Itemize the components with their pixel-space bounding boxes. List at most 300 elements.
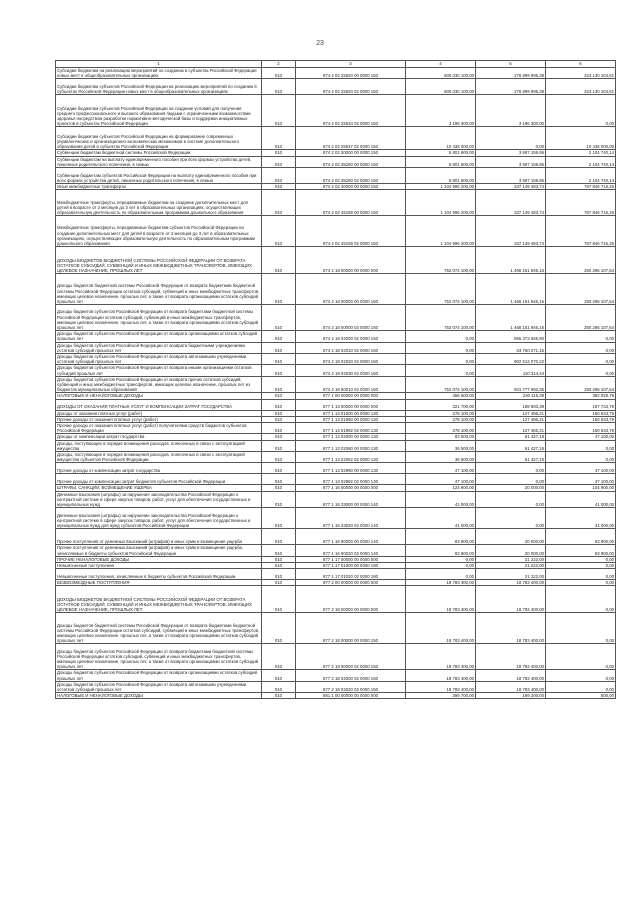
row-unexecuted-amount: 150 633,79 bbox=[546, 416, 616, 422]
row-executed-amount: 18 783 400,00 bbox=[476, 580, 546, 586]
row-executed-amount: 3 697 159,86 bbox=[476, 150, 546, 156]
row-name: Невыясненные поступления bbox=[56, 562, 262, 568]
row-kbk: 874 2 18 60010 02 0000 150 bbox=[296, 376, 406, 393]
column-number: 2 bbox=[262, 61, 296, 68]
table-row bbox=[56, 156, 616, 167]
row-code: 010 bbox=[262, 410, 296, 416]
row-unexecuted-amount: 150 633,79 bbox=[546, 423, 616, 434]
row-name: Прочие поступления от денежных взысканий (штрафов) и иных сумм в возмещение ущерба bbox=[56, 529, 262, 545]
row-executed-amount: 1 468 151 946,16 bbox=[476, 305, 546, 331]
row-code: 010 bbox=[262, 491, 296, 508]
row-approved-amount: 752 074 100,00 bbox=[406, 305, 476, 331]
row-approved-amount: 399 700,00 bbox=[406, 693, 476, 699]
table-row bbox=[56, 354, 616, 365]
row-name: Прочие доходы от оказания платных услуг (работ) получателями средств бюджетов субъектов Российской Федерации bbox=[56, 423, 262, 434]
table-row bbox=[56, 474, 616, 485]
row-unexecuted-amount: 0,00 bbox=[546, 331, 616, 342]
row-code: 010 bbox=[262, 127, 296, 150]
row-approved-amount: 0,00 bbox=[406, 556, 476, 562]
row-executed-amount: 18 783 400,00 bbox=[476, 613, 546, 644]
row-kbk: 874 2 18 02020 02 0000 150 bbox=[296, 354, 406, 365]
row-approved-amount: 18 783 400,00 bbox=[406, 681, 476, 692]
row-kbk: 874 2 02 45159 02 0000 150 bbox=[296, 216, 406, 247]
row-approved-amount: 321 700,00 bbox=[406, 399, 476, 410]
row-executed-amount: 0,00 bbox=[476, 508, 546, 529]
row-approved-amount: 3 196 300,00 bbox=[406, 95, 476, 127]
row-code: 010 bbox=[262, 150, 296, 156]
row-code: 010 bbox=[262, 168, 296, 184]
row-executed-amount: 0,00 bbox=[476, 463, 546, 474]
table-row bbox=[56, 365, 616, 376]
row-kbk: 877 2 18 02020 02 0000 150 bbox=[296, 681, 406, 692]
row-code: 010 bbox=[262, 508, 296, 529]
row-executed-amount: 63 750 271,15 bbox=[476, 342, 546, 353]
row-executed-amount: 127 496,21 bbox=[476, 410, 546, 416]
table-row bbox=[56, 342, 616, 353]
row-unexecuted-amount: 0,00 bbox=[546, 95, 616, 127]
row-name: НАЛОГОВЫЕ И НЕНАЛОГОВЫЕ ДОХОДЫ bbox=[56, 693, 262, 699]
row-executed-amount: 276 899 995,39 bbox=[476, 68, 546, 79]
row-approved-amount: 5 801 900,00 bbox=[406, 150, 476, 156]
table-row bbox=[56, 693, 616, 699]
table-row bbox=[56, 216, 616, 247]
row-kbk: 874 2 02 30000 00 0000 150 bbox=[296, 150, 406, 156]
row-executed-amount: 18 783 400,00 bbox=[476, 681, 546, 692]
row-kbk: 877 1 17 01020 02 0000 180 bbox=[296, 569, 406, 580]
row-kbk: 874 2 18 02010 02 0000 150 bbox=[296, 342, 406, 353]
row-kbk: 874 2 02 35260 02 0000 150 bbox=[296, 168, 406, 184]
row-kbk: 877 1 13 02000 00 0000 130 bbox=[296, 434, 406, 440]
row-approved-amount: 0,00 bbox=[406, 354, 476, 365]
row-unexecuted-amount: 10 436 000,00 bbox=[546, 127, 616, 150]
row-executed-amount: 110 314,43 bbox=[476, 365, 546, 376]
table-row bbox=[56, 410, 616, 416]
page-number: 23 bbox=[316, 40, 324, 47]
row-code: 010 bbox=[262, 670, 296, 681]
row-name: Прочие доходы от оказания платных услуг (работ) bbox=[56, 416, 262, 422]
row-kbk: 874 2 18 02000 02 0000 150 bbox=[296, 331, 406, 342]
budget-report-table bbox=[55, 60, 616, 699]
row-kbk: 877 2 18 00000 00 0000 000 bbox=[296, 586, 406, 613]
row-kbk: 874 2 02 35260 00 0000 150 bbox=[296, 156, 406, 167]
row-name: Субвенции бюджетам бюджетной системы Российской Федерации bbox=[56, 150, 262, 156]
row-code: 010 bbox=[262, 693, 296, 699]
row-kbk: 874 2 02 25520 02 0000 150 bbox=[296, 79, 406, 95]
row-unexecuted-amount: 0,00 bbox=[546, 440, 616, 451]
row-code: 010 bbox=[262, 247, 296, 274]
row-kbk: 874 2 02 45159 00 0000 150 bbox=[296, 190, 406, 216]
row-code: 010 bbox=[262, 95, 296, 127]
row-kbk: 881 1 00 00000 00 0000 000 bbox=[296, 693, 406, 699]
row-unexecuted-amount: 63 900,00 bbox=[546, 529, 616, 545]
row-executed-amount: 337 149 483,74 bbox=[476, 184, 546, 190]
row-name: Доходы, поступающие в порядке возмещения расходов, понесенных в связи с эксплуатацией имущества bbox=[56, 440, 262, 451]
row-kbk: 877 1 13 02060 00 0000 130 bbox=[296, 440, 406, 451]
row-approved-amount: 1 104 996 200,00 bbox=[406, 216, 476, 247]
row-kbk: 877 1 13 02992 02 0000 130 bbox=[296, 474, 406, 485]
row-code: 010 bbox=[262, 190, 296, 216]
row-name: ШТРАФЫ, САНКЦИИ, ВОЗМЕЩЕНИЕ УЩЕРБА bbox=[56, 485, 262, 491]
row-executed-amount: 0,00 bbox=[476, 491, 546, 508]
row-kbk: 877 1 13 00000 00 0000 000 bbox=[296, 399, 406, 410]
row-approved-amount: 18 783 400,00 bbox=[406, 613, 476, 644]
table-row bbox=[56, 376, 616, 393]
row-unexecuted-amount: 104 900,00 bbox=[546, 485, 616, 491]
row-name: ДОХОДЫ БЮДЖЕТОВ БЮДЖЕТНОЙ СИСТЕМЫ РОССИЙСКОЙ ФЕДЕРАЦИИ ОТ ВОЗВРАТА ОСТАТКОВ СУБСИДИЙ, СУБВЕНЦИЙ И ИНЫХ МЕЖБЮДЖЕТНЫХ ТРАНСФЕРТОВ, ИМЕЮЩИХ ЦЕЛЕВОЕ НАЗНАЧЕНИЕ, ПРОШЛЫХ ЛЕТ bbox=[56, 586, 262, 613]
row-code: 010 bbox=[262, 474, 296, 485]
row-unexecuted-amount: 0,00 bbox=[546, 644, 616, 670]
table-row bbox=[56, 586, 616, 613]
table-row bbox=[56, 508, 616, 529]
row-code: 010 bbox=[262, 156, 296, 167]
column-number: 5 bbox=[476, 61, 546, 68]
row-unexecuted-amount: 0,00 bbox=[546, 556, 616, 562]
table-row bbox=[56, 168, 616, 184]
row-kbk: 874 2 02 25520 00 0000 150 bbox=[296, 68, 406, 79]
row-unexecuted-amount: 323 130 104,61 bbox=[546, 68, 616, 79]
row-unexecuted-amount: 323 130 104,61 bbox=[546, 79, 616, 95]
row-unexecuted-amount: 250 296 107,64 bbox=[546, 247, 616, 274]
row-approved-amount: 36 500,00 bbox=[406, 440, 476, 451]
row-executed-amount: 188 893,39 bbox=[476, 399, 546, 410]
column-number-row bbox=[56, 61, 616, 68]
table-row bbox=[56, 670, 616, 681]
row-name: Субсидии бюджетам на реализацию мероприятий по созданию в субъектах Российской Федерации новых мест в общеобразовательных организациях bbox=[56, 68, 262, 79]
row-executed-amount: 20 000,00 bbox=[476, 545, 546, 556]
column-number: 6 bbox=[546, 61, 616, 68]
table-row bbox=[56, 247, 616, 274]
row-unexecuted-amount: 2 104 740,14 bbox=[546, 156, 616, 167]
table-row bbox=[56, 274, 616, 305]
row-approved-amount: 0,00 bbox=[406, 365, 476, 376]
row-name: Доходы от оказания платных услуг (работ) bbox=[56, 410, 262, 416]
row-unexecuted-amount: 382 029,79 bbox=[546, 393, 616, 399]
row-approved-amount: 0,00 bbox=[406, 331, 476, 342]
table-row bbox=[56, 529, 616, 545]
row-code: 010 bbox=[262, 423, 296, 434]
row-name: НАЛОГОВЫЕ И НЕНАЛОГОВЫЕ ДОХОДЫ bbox=[56, 393, 262, 399]
row-name: Доходы от компенсации затрат государства bbox=[56, 434, 262, 440]
row-code: 010 bbox=[262, 562, 296, 568]
row-unexecuted-amount: 250 296 107,64 bbox=[546, 305, 616, 331]
row-executed-amount: 230 115,39 bbox=[476, 393, 546, 399]
row-approved-amount: 0,00 bbox=[406, 569, 476, 580]
row-approved-amount: 18 783 400,00 bbox=[406, 580, 476, 586]
row-code: 010 bbox=[262, 556, 296, 562]
row-unexecuted-amount: 0,00 bbox=[546, 580, 616, 586]
row-unexecuted-amount: 767 846 716,26 bbox=[546, 184, 616, 190]
row-kbk: 877 1 13 02990 00 0000 130 bbox=[296, 463, 406, 474]
table-row bbox=[56, 416, 616, 422]
row-name: Субсидии бюджетам субъектов Российской Федерации на формирование современных управленческих и организационно-экономических механизмов в системе дополнительного образования детей в субъектах Российской Федерации bbox=[56, 127, 262, 150]
row-name: ДОХОДЫ ОТ ОКАЗАНИЯ ПЛАТНЫХ УСЛУГ И КОМПЕНСАЦИИ ЗАТРАТ ГОСУДАРСТВА bbox=[56, 399, 262, 410]
row-code: 010 bbox=[262, 365, 296, 376]
row-kbk: 877 1 17 00000 00 0000 000 bbox=[296, 556, 406, 562]
row-code: 010 bbox=[262, 644, 296, 670]
row-unexecuted-amount: 0,00 bbox=[546, 452, 616, 463]
row-code: 010 bbox=[262, 569, 296, 580]
table-row bbox=[56, 463, 616, 474]
row-executed-amount: 21 222,00 bbox=[476, 562, 546, 568]
row-approved-amount: 18 783 400,00 bbox=[406, 644, 476, 670]
row-approved-amount: 83 600,00 bbox=[406, 434, 476, 440]
row-kbk: 877 1 13 01992 02 0000 130 bbox=[296, 423, 406, 434]
table-row bbox=[56, 79, 616, 95]
row-code: 010 bbox=[262, 681, 296, 692]
row-unexecuted-amount: 47 100,00 bbox=[546, 434, 616, 440]
table-row bbox=[56, 331, 616, 342]
row-executed-amount: 18 783 400,00 bbox=[476, 670, 546, 681]
row-name: Денежные взыскания (штрафы) за нарушение законодательства Российской Федерации о контрактной системе в сфере закупок товаров, работ, услуг для обеспечения государственных и муниципальных нужд bbox=[56, 491, 262, 508]
table-row bbox=[56, 644, 616, 670]
row-kbk: 874 2 18 00000 00 0000 000 bbox=[296, 247, 406, 274]
row-kbk: 877 2 00 00000 00 0000 000 bbox=[296, 580, 406, 586]
row-name: Доходы, поступающие в порядке возмещения расходов, понесенных в связи с эксплуатацией имущества субъектов Российской Федерации bbox=[56, 452, 262, 463]
row-unexecuted-amount: 2 104 740,14 bbox=[546, 168, 616, 184]
row-approved-amount: 1 104 996 200,00 bbox=[406, 190, 476, 216]
row-kbk: 877 1 16 90020 02 0000 140 bbox=[296, 545, 406, 556]
row-kbk: 877 2 18 02000 02 0000 150 bbox=[296, 670, 406, 681]
row-approved-amount: 456 600,00 bbox=[406, 393, 476, 399]
row-unexecuted-amount: 0,00 bbox=[546, 681, 616, 692]
row-code: 010 bbox=[262, 399, 296, 410]
row-unexecuted-amount: 0,00 bbox=[546, 613, 616, 644]
row-unexecuted-amount: 767 846 716,26 bbox=[546, 190, 616, 216]
row-code: 010 bbox=[262, 68, 296, 79]
row-kbk: 874 2 18 02030 02 0000 150 bbox=[296, 365, 406, 376]
row-unexecuted-amount: 0,00 bbox=[546, 354, 616, 365]
row-kbk: 874 2 02 25534 02 0000 150 bbox=[296, 95, 406, 127]
table-row bbox=[56, 127, 616, 150]
row-code: 010 bbox=[262, 440, 296, 451]
row-name: Межбюджетные трансферты, передаваемые бюджетам субъектов Российской Федерации на создание дополнительных мест для детей в возрасте от 2 месяцев до 3 лет в образовательных организациях, осуществляющих образовательную деятельность по образовательным программам дошкольного образования bbox=[56, 216, 262, 247]
row-code: 010 bbox=[262, 580, 296, 586]
row-unexecuted-amount: 47 100,00 bbox=[546, 474, 616, 485]
row-kbk: 877 1 13 01000 00 0000 130 bbox=[296, 410, 406, 416]
table-row bbox=[56, 423, 616, 434]
table-row bbox=[56, 440, 616, 451]
row-executed-amount: 501 777 992,36 bbox=[476, 376, 546, 393]
row-name: Доходы бюджетов субъектов Российской Федерации от возврата организациями остатков субсидий прошлых лет bbox=[56, 670, 262, 681]
row-name: ДОХОДЫ БЮДЖЕТОВ БЮДЖЕТНОЙ СИСТЕМЫ РОССИЙСКОЙ ФЕДЕРАЦИИ ОТ ВОЗВРАТА ОСТАТКОВ СУБСИДИЙ, СУБВЕНЦИЙ И ИНЫХ МЕЖБЮДЖЕТНЫХ ТРАНСФЕРТОВ, ИМЕЮЩИХ ЦЕЛЕВОЕ НАЗНАЧЕНИЕ, ПРОШЛЫХ ЛЕТ bbox=[56, 247, 262, 274]
table-row bbox=[56, 485, 616, 491]
table-row bbox=[56, 681, 616, 692]
table-row bbox=[56, 150, 616, 156]
row-approved-amount: 278 100,00 bbox=[406, 423, 476, 434]
column-number: 3 bbox=[296, 61, 406, 68]
row-approved-amount: 278 100,00 bbox=[406, 416, 476, 422]
row-approved-amount: 124 900,00 bbox=[406, 485, 476, 491]
row-approved-amount: 41 000,00 bbox=[406, 508, 476, 529]
row-unexecuted-amount: 63 900,00 bbox=[546, 545, 616, 556]
row-approved-amount: 0,00 bbox=[406, 562, 476, 568]
row-kbk: 877 2 18 00000 00 0000 150 bbox=[296, 613, 406, 644]
row-executed-amount: 20 000,00 bbox=[476, 529, 546, 545]
row-code: 010 bbox=[262, 216, 296, 247]
row-executed-amount: 18 783 400,00 bbox=[476, 644, 546, 670]
row-name: Денежные взыскания (штрафы) за нарушение законодательства Российской Федерации о контрактной системе в сфере закупок товаров, работ, услуг для обеспечения государственных и муниципальных нужд для нужд субъектов Российской Федерации bbox=[56, 508, 262, 529]
row-code: 010 bbox=[262, 416, 296, 422]
row-kbk: 877 1 13 02062 02 0000 130 bbox=[296, 452, 406, 463]
row-executed-amount: 337 149 483,74 bbox=[476, 216, 546, 247]
row-kbk: 877 1 17 01000 00 0000 180 bbox=[296, 562, 406, 568]
row-name: Прочие доходы от компенсации затрат государства bbox=[56, 463, 262, 474]
table-row bbox=[56, 434, 616, 440]
row-unexecuted-amount: 41 000,00 bbox=[546, 491, 616, 508]
table-row bbox=[56, 545, 616, 556]
row-code: 010 bbox=[262, 452, 296, 463]
row-kbk: 877 1 16 00000 00 0000 000 bbox=[296, 485, 406, 491]
row-name: Доходы бюджетов бюджетной системы Российской Федерации от возврата бюджетами бюджетной системы Российской Федерации остатков субсидий, субвенций и иных межбюджетных трансфертов, имеющих целевое назначение, прошлых лет, а также от возврата организациями остатков субсидий прошлых лет bbox=[56, 274, 262, 305]
row-kbk: 877 1 16 90000 00 0000 140 bbox=[296, 529, 406, 545]
row-unexecuted-amount: 0,00 bbox=[546, 562, 616, 568]
row-executed-amount: 0,00 bbox=[476, 474, 546, 485]
row-executed-amount: 3 697 159,86 bbox=[476, 168, 546, 184]
row-kbk: 874 2 18 00000 02 0000 150 bbox=[296, 305, 406, 331]
table-row bbox=[56, 569, 616, 580]
row-executed-amount: 21 222,00 bbox=[476, 569, 546, 580]
row-unexecuted-amount: 250 296 107,64 bbox=[546, 376, 616, 393]
row-name: БЕЗВОЗМЕЗДНЫЕ ПОСТУПЛЕНИЯ bbox=[56, 580, 262, 586]
row-executed-amount: 276 899 995,39 bbox=[476, 79, 546, 95]
row-unexecuted-amount: 500,00 bbox=[546, 693, 616, 699]
row-name: Невыясненные поступления, зачисляемые в бюджеты субъектов Российской Федерации bbox=[56, 569, 262, 580]
row-executed-amount: 337 149 483,74 bbox=[476, 190, 546, 216]
row-name: Прочие поступления от денежных взысканий (штрафов) и иных сумм в возмещение ущерба, зачисляемые в бюджеты субъектов Российской Федерации bbox=[56, 545, 262, 556]
row-code: 010 bbox=[262, 586, 296, 613]
table-row bbox=[56, 491, 616, 508]
row-unexecuted-amount: 0,00 bbox=[546, 569, 616, 580]
row-code: 010 bbox=[262, 354, 296, 365]
row-approved-amount: 5 801 900,00 bbox=[406, 156, 476, 167]
row-executed-amount: 0,00 bbox=[476, 127, 546, 150]
row-code: 010 bbox=[262, 342, 296, 353]
row-name: Субвенции бюджетам субъектов Российской Федерации на выплату единовременного пособия при всех формах устройства детей, лишенных родительского попечения, в семью bbox=[56, 168, 262, 184]
row-unexecuted-amount: 0,00 bbox=[546, 342, 616, 353]
row-code: 010 bbox=[262, 545, 296, 556]
row-code: 010 bbox=[262, 305, 296, 331]
row-approved-amount: 752 074 100,00 bbox=[406, 376, 476, 393]
row-kbk: 877 1 13 01990 00 0000 130 bbox=[296, 416, 406, 422]
row-executed-amount: 1 468 151 946,16 bbox=[476, 247, 546, 274]
row-approved-amount: 752 074 100,00 bbox=[406, 274, 476, 305]
row-kbk: 874 2 02 40000 00 0000 150 bbox=[296, 184, 406, 190]
row-kbk: 874 2 18 00000 00 0000 150 bbox=[296, 274, 406, 305]
row-name: Доходы бюджетов субъектов Российской Федерации от возврата организациями остатков субсидий прошлых лет bbox=[56, 331, 262, 342]
row-executed-amount: 127 496,21 bbox=[476, 416, 546, 422]
row-code: 010 bbox=[262, 529, 296, 545]
row-name: Субсидии бюджетам субъектов Российской Федерации на реализацию мероприятий по созданию в субъектах Российской Федерации новых мест в общеобразовательных организациях bbox=[56, 79, 262, 95]
row-name: Субсидии бюджетам субъектов Российской Федерации на создание условий для получения среднего профессионального и высшего образования людьми с ограниченными возможностями здоровья посредством разработки нормативно-методической базы и поддержки инициативных проектов в субъектах Российской Федерации bbox=[56, 95, 262, 127]
table-row bbox=[56, 95, 616, 127]
table-row bbox=[56, 452, 616, 463]
row-name: Доходы бюджетов субъектов Российской Федерации от возврата автономными учреждениями остатков субсидий прошлых лет bbox=[56, 354, 262, 365]
row-executed-amount: 3 697 159,86 bbox=[476, 156, 546, 167]
row-unexecuted-amount: 0,00 bbox=[546, 586, 616, 613]
table-row bbox=[56, 190, 616, 216]
row-code: 010 bbox=[262, 79, 296, 95]
row-kbk: 877 1 16 33020 02 0000 140 bbox=[296, 508, 406, 529]
row-approved-amount: 752 074 100,00 bbox=[406, 247, 476, 274]
row-approved-amount: 1 104 996 200,00 bbox=[406, 184, 476, 190]
row-approved-amount: 10 436 000,00 bbox=[406, 127, 476, 150]
row-approved-amount: 36 500,00 bbox=[406, 452, 476, 463]
row-unexecuted-amount: 250 296 107,64 bbox=[546, 274, 616, 305]
row-approved-amount: 83 900,00 bbox=[406, 545, 476, 556]
row-executed-amount: 61 427,18 bbox=[476, 434, 546, 440]
row-approved-amount: 600 030 100,00 bbox=[406, 68, 476, 79]
row-name: Иные межбюджетные трансферты bbox=[56, 184, 262, 190]
row-kbk: 877 2 18 00000 02 0000 150 bbox=[296, 644, 406, 670]
row-name: Доходы бюджетов субъектов Российской Федерации от возврата иными организациями остатков субсидий прошлых лет bbox=[56, 365, 262, 376]
row-code: 010 bbox=[262, 434, 296, 440]
row-executed-amount: 61 427,18 bbox=[476, 440, 546, 451]
row-approved-amount: 18 783 400,00 bbox=[406, 586, 476, 613]
row-approved-amount: 47 100,00 bbox=[406, 474, 476, 485]
row-code: 010 bbox=[262, 613, 296, 644]
column-number: 4 bbox=[406, 61, 476, 68]
row-approved-amount: 18 783 400,00 bbox=[406, 670, 476, 681]
row-name: Доходы бюджетов субъектов Российской Федерации от возврата бюджетными учреждениями остатков субсидий прошлых лет bbox=[56, 342, 262, 353]
column-number: 1 bbox=[56, 61, 262, 68]
row-kbk: 874 2 02 25537 02 0000 150 bbox=[296, 127, 406, 150]
row-executed-amount: 966 373 655,80 bbox=[476, 331, 546, 342]
row-unexecuted-amount: 0,00 bbox=[546, 365, 616, 376]
row-unexecuted-amount: 2 104 740,14 bbox=[546, 150, 616, 156]
row-approved-amount: 600 030 100,00 bbox=[406, 79, 476, 95]
row-name: Прочие доходы от компенсации затрат бюджетов субъектов Российской Федерации bbox=[56, 474, 262, 485]
row-name: Доходы бюджетов субъектов Российской Федерации от возврата прочих остатков субсидий, субвенций и иных межбюджетных трансфертов, имеющих целевое назначение, прошлых лет из бюджетов муниципальных образований bbox=[56, 376, 262, 393]
table-row bbox=[56, 305, 616, 331]
row-executed-amount: 20 000,00 bbox=[476, 485, 546, 491]
row-code: 010 bbox=[262, 376, 296, 393]
row-code: 010 bbox=[262, 463, 296, 474]
row-unexecuted-amount: 197 733,79 bbox=[546, 399, 616, 410]
row-executed-amount: 21 222,00 bbox=[476, 556, 546, 562]
row-approved-amount: 278 100,00 bbox=[406, 410, 476, 416]
row-unexecuted-amount: 0,00 bbox=[546, 670, 616, 681]
row-unexecuted-amount: 150 633,79 bbox=[546, 410, 616, 416]
table-row bbox=[56, 393, 616, 399]
row-kbk: 877 1 16 33000 00 0000 140 bbox=[296, 491, 406, 508]
table-row bbox=[56, 399, 616, 410]
row-name: Субвенции бюджетам на выплату единовременного пособия при всех формах устройства детей, лишенных родительского попечения, в семью bbox=[56, 156, 262, 167]
row-kbk: 877 1 00 00000 00 0000 000 bbox=[296, 393, 406, 399]
row-approved-amount: 41 000,00 bbox=[406, 491, 476, 508]
row-name: Доходы бюджетов субъектов Российской Федерации от возврата бюджетами бюджетной системы Российской Федерации остатков субсидий, субвенций и иных межбюджетных трансфертов, имеющих целевое назначение, прошлых лет, а также от возврата организациями остатков субсидий прошлых лет bbox=[56, 305, 262, 331]
row-name: Доходы бюджетов субъектов Российской Федерации от возврата автономными учреждениями остатков субсидий прошлых лет bbox=[56, 681, 262, 692]
table-row bbox=[56, 68, 616, 79]
row-code: 010 bbox=[262, 485, 296, 491]
row-approved-amount: 47 100,00 bbox=[406, 463, 476, 474]
row-approved-amount: 83 900,00 bbox=[406, 529, 476, 545]
row-unexecuted-amount: 47 100,00 bbox=[546, 463, 616, 474]
row-executed-amount: 3 196 300,00 bbox=[476, 95, 546, 127]
row-code: 010 bbox=[262, 274, 296, 305]
row-executed-amount: 61 427,18 bbox=[476, 452, 546, 463]
row-name: ПРОЧИЕ НЕНАЛОГОВЫЕ ДОХОДЫ bbox=[56, 556, 262, 562]
row-approved-amount: 0,00 bbox=[406, 342, 476, 353]
row-approved-amount: 5 801 900,00 bbox=[406, 168, 476, 184]
row-executed-amount: 199 200,00 bbox=[476, 693, 546, 699]
row-code: 010 bbox=[262, 331, 296, 342]
row-unexecuted-amount: 41 000,00 bbox=[546, 508, 616, 529]
row-executed-amount: 902 513 070,22 bbox=[476, 354, 546, 365]
row-executed-amount: 127 466,21 bbox=[476, 423, 546, 434]
row-name: Доходы бюджетов субъектов Российской Федерации от возврата бюджетами бюджетной системы Российской Федерации остатков субсидий, субвенций и иных межбюджетных трансфертов, имеющих целевое назначение, прошлых лет, а также от возврата организациями остатков субсидий прошлых лет bbox=[56, 644, 262, 670]
row-executed-amount: 18 783 400,00 bbox=[476, 586, 546, 613]
row-executed-amount: 1 468 151 946,16 bbox=[476, 274, 546, 305]
